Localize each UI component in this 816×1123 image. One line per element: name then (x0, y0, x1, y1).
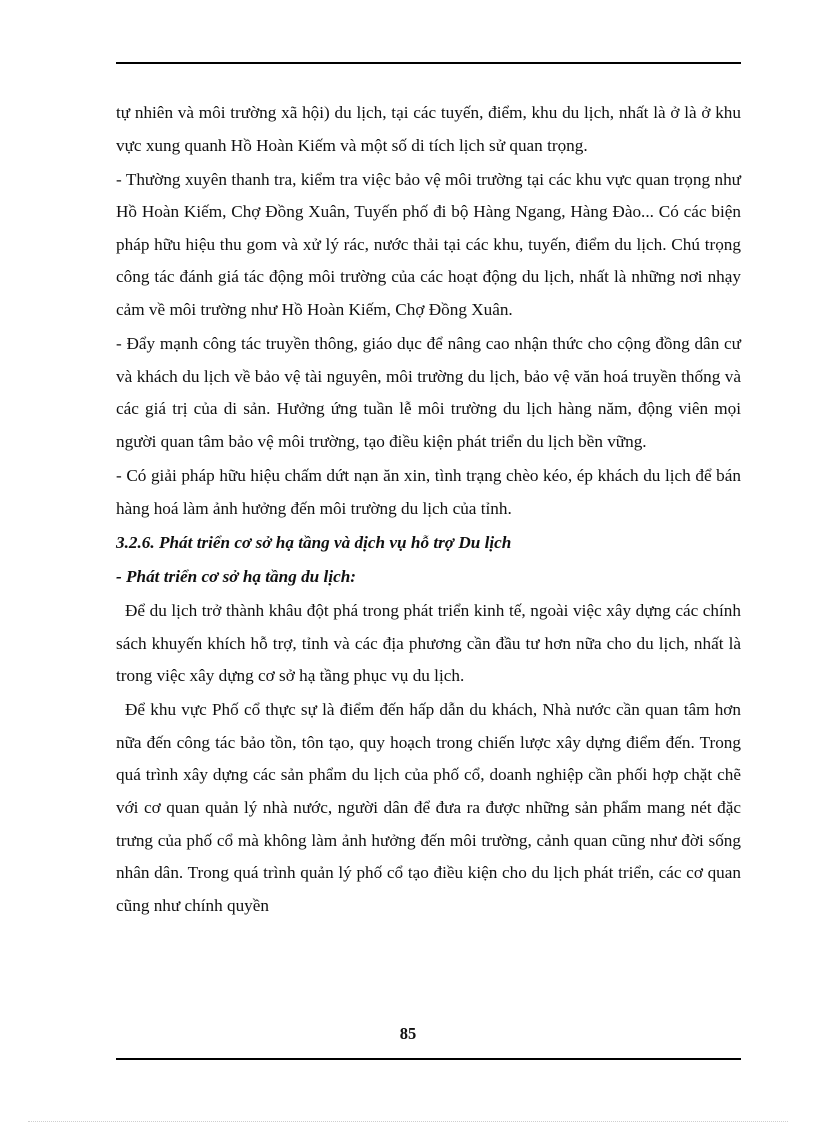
header-rule (116, 62, 741, 64)
section-heading: 3.2.6. Phát triển cơ sở hạ tầng và dịch vụ hỗ trợ Du lịch (116, 532, 512, 552)
page-body (116, 97, 741, 922)
page-number: 85 (399, 1024, 417, 1043)
paragraph: - Có giải pháp hữu hiệu chấm dứt nạn ăn xin, tình trạng chèo kéo, ép khách du lịch để bán hàng hoá làm ảnh hưởng đến môi trường du lịch của tỉnh. (116, 466, 741, 518)
paragraph: - Đẩy mạnh công tác truyền thông, giáo dục để nâng cao nhận thức cho cộng đồng dân cư và khách du lịch về bảo vệ tài nguyên, môi trường du lịch, bảo vệ văn hoá truyền thống và các giá trị của di sản. Hưởng ứng tuần lễ môi trường du lịch hàng năm, động viên mọi người quan tâm bảo vệ môi trường, tạo điều kiện phát triển du lịch bền vững. (116, 334, 741, 451)
sub-heading: - Phát triển cơ sở hạ tầng du lịch: (116, 566, 357, 586)
footer-rule (116, 1058, 741, 1060)
paragraph: - Thường xuyên thanh tra, kiểm tra việc bảo vệ môi trường tại các khu vực quan trọng như Hồ Hoàn Kiếm, Chợ Đồng Xuân, Tuyến phố đi bộ Hàng Ngang, Hàng Đào... Có các biện pháp hữu hiệu thu gom và xử lý rác, nước thải tại các khu, tuyến, điểm du lịch. Chú trọng công tác đánh giá tác động môi trường của các hoạt động du lịch, nhất là những nơi nhạy cảm về môi trường như Hồ Hoàn Kiếm, Chợ Đồng Xuân. (116, 169, 741, 320)
paragraph: tự nhiên và môi trường xã hội) du lịch, tại các tuyến, điểm, khu du lịch, nhất là ở là ở khu vực xung quanh Hồ Hoàn Kiếm và một số di tích lịch sử quan trọng. (116, 103, 741, 155)
paragraph: Để khu vực Phố cổ thực sự là điểm đến hấp dẫn du khách, Nhà nước cần quan tâm hơn nữa đến công tác bảo tồn, tôn tạo, quy hoạch trong chiến lược xây dựng điểm đến. Trong quá trình xây dựng các sản phẩm du lịch của phố cổ, doanh nghiệp cần phối hợp chặt chẽ với cơ quan quản lý nhà nước, người dân để đưa ra được những sản phẩm mang nét đặc trưng của phố cổ mà không làm ảnh hưởng đến môi trường, cảnh quan cũng như đời sống nhân dân. Trong quá trình quản lý phố cổ tạo điều kiện cho du lịch phát triển, các cơ quan cũng như chính quyền (116, 700, 741, 915)
page-edge-divider (28, 1121, 788, 1122)
paragraph: Để du lịch trở thành khâu đột phá trong phát triển kinh tế, ngoài việc xây dựng các chính sách khuyến khích hỗ trợ, tỉnh và các địa phương cần đầu tư hơn nữa cho du lịch, nhất là trong việc xây dựng cơ sở hạ tầng phục vụ du lịch. (116, 600, 741, 686)
